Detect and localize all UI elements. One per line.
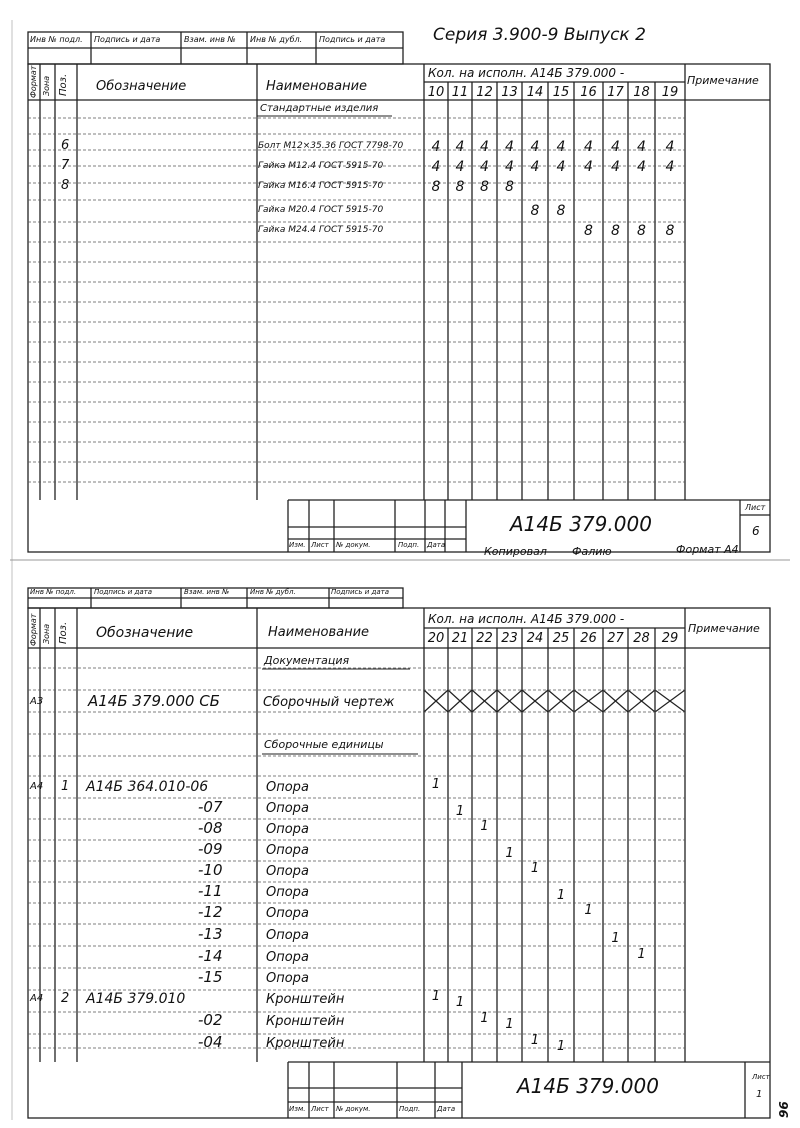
tb2-sign: Подп.	[399, 1105, 421, 1113]
tb1-date: Дата	[427, 541, 446, 549]
qty-cell: 4	[637, 159, 646, 175]
row-name: Опора	[266, 822, 309, 837]
variant-header-26: 26	[580, 631, 597, 646]
qty-cell: 4	[584, 139, 593, 155]
tb1-sheet-label: Лист	[745, 503, 766, 512]
tb1-doc-number: А14Б 379.000	[510, 512, 652, 536]
variant-header-18: 18	[633, 85, 650, 100]
col-name: Наименование	[266, 79, 368, 94]
qty-cell: 1	[584, 903, 593, 918]
qty-cell: 1	[431, 989, 441, 1004]
qty-cell: 1	[455, 804, 465, 819]
qty-cell: 4	[431, 139, 441, 155]
variant-header-11: 11	[451, 85, 469, 100]
qty-cell: 8	[637, 223, 646, 239]
qty-cell: 8	[480, 179, 489, 195]
variant-header-25: 25	[552, 631, 570, 646]
qty-cell: 4	[665, 159, 675, 175]
row-name: Опора	[266, 885, 309, 900]
qty-cell: 4	[530, 139, 540, 155]
qty-cell: 4	[455, 159, 465, 175]
row-name: Кронштейн	[266, 1014, 345, 1029]
section-docs: Документация	[264, 654, 350, 667]
footer-copied: Копировал	[484, 545, 547, 558]
row-format: А4	[30, 781, 44, 792]
qty-cell: 8	[665, 223, 675, 239]
variant-header-27: 27	[607, 631, 624, 646]
row-name: Гайка М12.4 ГОСТ 5915-70	[258, 161, 384, 171]
stamp2-label-inv-orig: Инв № подл.	[30, 588, 77, 596]
row-pos: 8	[61, 178, 70, 193]
row-name: Кронштейн	[266, 992, 345, 1007]
qty-cell: 4	[530, 159, 540, 175]
qty-cell: 4	[480, 159, 489, 175]
row-name: Гайка М20.4 ГОСТ 5915-70	[258, 205, 384, 215]
qty-cell: 4	[480, 139, 489, 155]
row-designation: -07	[198, 798, 223, 816]
docs-name: Сборочный чертеж	[263, 695, 395, 710]
tb2-izm: Изм.	[289, 1105, 306, 1113]
qty-cell: 1	[480, 1011, 489, 1026]
tb1-list: Лист	[311, 541, 329, 549]
variant-header-21: 21	[451, 631, 469, 646]
variant-header-22: 22	[476, 631, 493, 646]
qty-cell: 4	[665, 139, 675, 155]
qty-cell: 8	[431, 179, 441, 195]
qty-cell: 4	[584, 159, 593, 175]
col2-format: Формат	[29, 613, 38, 646]
qty-cell: 1	[455, 995, 465, 1010]
stamp-label-replace-inv: Взам. инв №	[184, 35, 236, 44]
row-designation: -10	[198, 861, 223, 879]
row-pos: 1	[61, 779, 70, 794]
row-name: Гайка М16.4 ГОСТ 5915-70	[258, 181, 384, 191]
qty-cell: 1	[637, 947, 646, 962]
row-name: Опора	[266, 864, 309, 879]
tb1-sheet-number: 6	[752, 524, 760, 538]
qty-cell: 4	[505, 139, 514, 155]
col-designation: Обозначение	[96, 79, 187, 94]
col2-designation: Обозначение	[96, 625, 194, 641]
qty-cell: 1	[505, 1017, 514, 1032]
row-name: Опора	[266, 780, 309, 795]
col-qty-title: Кол. на исполн. А14Б 379.000 -	[428, 66, 625, 80]
section-standard: Стандартные изделия	[260, 103, 379, 114]
qty-cell: 1	[556, 1039, 566, 1054]
col-zone: Зона	[42, 75, 51, 96]
col-pos: Поз.	[58, 73, 69, 96]
variant-header-20: 20	[427, 631, 445, 646]
page-mark: 96	[777, 1101, 791, 1118]
variant-header-16: 16	[580, 85, 597, 100]
qty-cell: 1	[556, 888, 566, 903]
row-designation: -08	[198, 819, 223, 837]
docs-format: А3	[30, 696, 44, 707]
footer-format: Формат А4	[676, 543, 739, 556]
row-designation: -15	[198, 968, 223, 986]
row-name: Гайка М24.4 ГОСТ 5915-70	[258, 225, 384, 235]
tb2-sheet-number: 1	[756, 1089, 763, 1100]
variant-header-12: 12	[476, 85, 493, 100]
qty-cell: 8	[530, 203, 540, 219]
variant-header-19: 19	[661, 85, 679, 100]
series-title: Серия 3.900-9 Выпуск 2	[433, 25, 646, 45]
qty-cell: 8	[584, 223, 593, 239]
stamp-label-sign-date-2: Подпись и дата	[319, 35, 386, 44]
row-format: А4	[30, 993, 44, 1004]
row-name: Болт М12×35.36 ГОСТ 7798-70	[258, 141, 404, 151]
variant-header-14: 14	[526, 85, 544, 100]
stamp-label-inv-dup: Инв № дубл.	[250, 35, 303, 44]
tb2-doc: № докум.	[336, 1105, 371, 1113]
qty-cell: 1	[480, 819, 489, 834]
qty-cell: 8	[455, 179, 465, 195]
stamp2-label-replace-inv: Взам. инв №	[184, 588, 230, 596]
stamp2-label-inv-dup: Инв № дубл.	[250, 588, 296, 596]
variant-header-17: 17	[607, 85, 624, 100]
row-designation: -02	[198, 1011, 223, 1029]
row-designation: А14Б 379.010	[86, 991, 186, 1007]
col2-zone: Зона	[42, 623, 51, 644]
qty-cell: 8	[611, 223, 620, 239]
qty-cell: 4	[556, 159, 566, 175]
row-name: Опора	[266, 950, 309, 965]
stamp2-label-sign-date: Подпись и дата	[94, 588, 152, 596]
tb1-izm: Изм.	[289, 541, 306, 549]
stamp-label-inv-orig: Инв № подл.	[30, 35, 83, 44]
row-pos: 7	[61, 158, 70, 173]
docs-designation: А14Б 379.000 СБ	[88, 692, 220, 710]
qty-cell: 1	[530, 861, 540, 876]
stamp2-label-sign-date-2: Подпись и дата	[331, 588, 389, 596]
row-name: Опора	[266, 971, 309, 986]
qty-cell: 8	[556, 203, 566, 219]
tb2-sheet-label: Лист	[752, 1073, 770, 1081]
col-note: Примечание	[687, 74, 759, 87]
footer-signature: Фалию	[572, 545, 612, 558]
variant-header-10: 10	[427, 85, 445, 100]
variant-header-13: 13	[501, 85, 518, 100]
row-designation: А14Б 364.010-06	[86, 779, 209, 795]
qty-cell: 1	[505, 846, 514, 861]
col2-pos: Поз.	[58, 621, 69, 644]
variant-header-15: 15	[552, 85, 570, 100]
row-pos: 2	[61, 991, 70, 1006]
row-pos: 6	[61, 138, 70, 153]
qty-cell: 8	[505, 179, 514, 195]
tb1-sign: Подп.	[398, 541, 420, 549]
tb2-doc-number: А14Б 379.000	[517, 1074, 659, 1098]
qty-cell: 1	[431, 777, 441, 792]
tb2-date: Дата	[437, 1105, 456, 1113]
row-name: Опора	[266, 906, 309, 921]
row-designation: -09	[198, 840, 223, 858]
variant-header-23: 23	[501, 631, 518, 646]
qty-cell: 4	[455, 139, 465, 155]
qty-cell: 4	[505, 159, 514, 175]
tb1-doc: № докум.	[336, 541, 371, 549]
col2-name: Наименование	[268, 625, 370, 640]
qty-cell: 4	[637, 139, 646, 155]
variant-header-24: 24	[526, 631, 544, 646]
row-designation: -12	[198, 903, 223, 921]
variant-header-28: 28	[633, 631, 650, 646]
variant-header-29: 29	[661, 631, 679, 646]
qty-cell: 4	[611, 139, 620, 155]
qty-cell: 4	[431, 159, 441, 175]
row-name: Кронштейн	[266, 1036, 345, 1051]
qty-cell: 1	[530, 1033, 540, 1048]
row-designation: -13	[198, 925, 223, 943]
stamp-label-sign-date: Подпись и дата	[94, 35, 161, 44]
col2-qty-title: Кол. на исполн. А14Б 379.000 -	[428, 612, 625, 626]
row-designation: -11	[198, 882, 223, 900]
row-designation: -14	[198, 947, 223, 965]
col2-note: Примечание	[688, 622, 760, 635]
row-designation: -04	[198, 1033, 223, 1051]
qty-cell: 4	[556, 139, 566, 155]
section-assemblies: Сборочные единицы	[264, 738, 384, 751]
qty-cell: 1	[611, 931, 620, 946]
row-name: Опора	[266, 928, 309, 943]
col-format: Формат	[29, 65, 38, 98]
row-name: Опора	[266, 801, 309, 816]
tb2-list: Лист	[311, 1105, 329, 1113]
row-name: Опора	[266, 843, 309, 858]
qty-cell: 4	[611, 159, 620, 175]
